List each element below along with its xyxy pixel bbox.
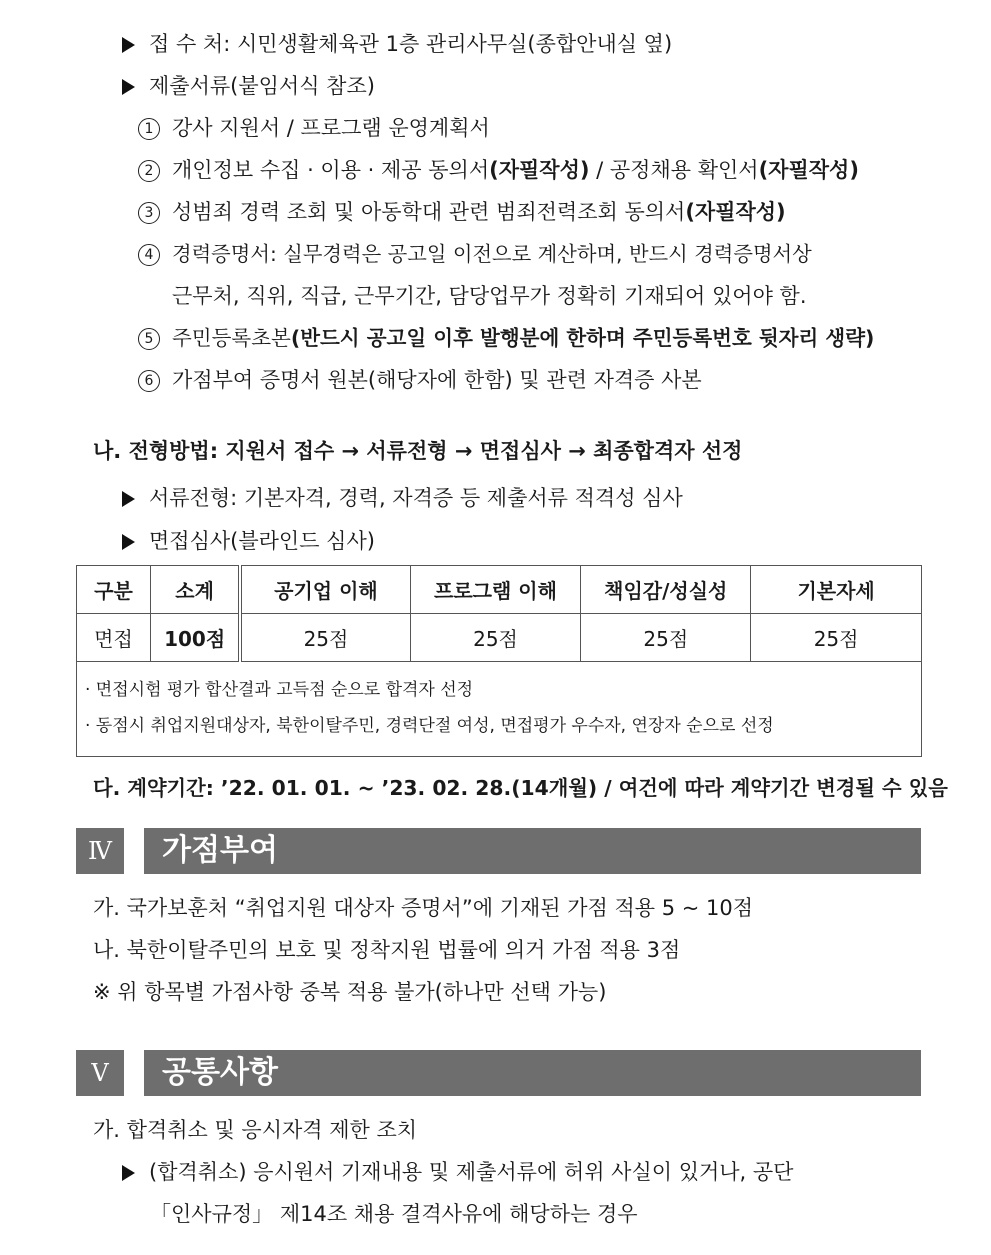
section-4-note: ※ 위 항목별 가점사항 중복 적용 불가(하나만 선택 가능) xyxy=(93,980,607,1004)
section-4-number: Ⅳ xyxy=(76,828,124,874)
section-5-number: Ⅴ xyxy=(76,1050,124,1096)
section-4-title: 가점부여 xyxy=(144,828,921,874)
doc-item-4-cont: 근무처, 직위, 직급, 근무기간, 담당업무가 정확히 기재되어 있어야 함. xyxy=(172,284,807,308)
table-header-cell: 공기업 이해 xyxy=(240,566,410,614)
table-header-cell: 프로그램 이해 xyxy=(410,566,581,614)
doc-item-3: 3 성범죄 경력 조회 및 아동학대 관련 범죄전력조회 동의서(자필작성) xyxy=(138,198,786,226)
triangle-bullet-icon xyxy=(122,534,135,550)
table-cell: 25점 xyxy=(240,614,410,662)
table-cell: 25점 xyxy=(581,614,751,662)
table-cell: 면접 xyxy=(77,614,151,662)
table-header-row xyxy=(77,566,922,614)
table-note: · 면접시험 평가 합산결과 고득점 순으로 합격자 선정 xyxy=(85,680,474,700)
triangle-bullet-icon xyxy=(122,37,135,53)
table-note: · 동점시 취업지원대상자, 북한이탈주민, 경력단절 여성, 면접평가 우수자, 연장자 순으로 선정 xyxy=(85,716,774,736)
submission-place: 접 수 처: 시민생활체육관 1층 관리사무실(종합안내실 옆) xyxy=(122,30,672,58)
doc-review: 서류전형: 기본자격, 경력, 자격증 등 제출서류 적격성 심사 xyxy=(122,484,683,512)
table-row xyxy=(77,614,922,662)
interview-review: 면접심사(블라인드 심사) xyxy=(122,527,375,555)
table-header-cell: 소계 xyxy=(150,566,240,614)
section-4-item: 나. 북한이탈주민의 보호 및 정착지원 법률에 의거 가점 적용 3점 xyxy=(93,938,681,962)
contract-period: 다. 계약기간: ’22. 01. 01. ~ ’23. 02. 28.(14개월) / 여건에 따라 계약기간 변경될 수 있음 xyxy=(93,776,948,800)
doc-item-2: 2 개인정보 수집 · 이용 · 제공 동의서(자필작성) / 공정채용 확인서(자필작성) xyxy=(138,156,859,184)
triangle-bullet-icon xyxy=(122,79,135,95)
section-5-title: 공통사항 xyxy=(144,1050,921,1096)
doc-item-5: 5 주민등록초본(반드시 공고일 이후 발행분에 한하며 주민등록번호 뒷자리 생략) xyxy=(138,324,874,352)
interview-score-table xyxy=(76,565,922,757)
circled-number: 4 xyxy=(138,244,160,266)
table-notes-row xyxy=(77,662,922,757)
section-5-header xyxy=(76,1050,921,1096)
section-5-item: 가. 합격취소 및 응시자격 제한 조치 xyxy=(93,1118,418,1142)
table-cell: 25점 xyxy=(751,614,922,662)
section-4-header xyxy=(76,828,921,874)
circled-number: 5 xyxy=(138,328,160,350)
doc-item-6: 6 가점부여 증명서 원본(해당자에 한함) 및 관련 자격증 사본 xyxy=(138,366,702,394)
table-cell: 100점 xyxy=(150,614,240,662)
doc-item-4: 4 경력증명서: 실무경력은 공고일 이전으로 계산하며, 반드시 경력증명서상 xyxy=(138,240,812,268)
table-header-cell: 기본자세 xyxy=(751,566,922,614)
section-5-bullet: (합격취소) 응시원서 기재내용 및 제출서류에 허위 사실이 있거나, 공단 xyxy=(122,1158,793,1186)
circled-number: 6 xyxy=(138,370,160,392)
docs-title: 제출서류(붙임서식 참조) xyxy=(122,72,375,100)
section-4-item: 가. 국가보훈처 “취업지원 대상자 증명서”에 기재된 가점 적용 5 ~ 10점 xyxy=(93,896,754,920)
table-notes xyxy=(77,662,922,757)
triangle-bullet-icon xyxy=(122,491,135,507)
circled-number: 2 xyxy=(138,160,160,182)
doc-item-1: 1 강사 지원서 / 프로그램 운영계획서 xyxy=(138,114,490,142)
triangle-bullet-icon xyxy=(122,1165,135,1181)
circled-number: 1 xyxy=(138,118,160,140)
table-header-cell: 책임감/성실성 xyxy=(581,566,751,614)
section-5-bullet-cont: 「인사규정」 제14조 채용 결격사유에 해당하는 경우 xyxy=(150,1202,638,1226)
table-cell: 25점 xyxy=(410,614,581,662)
selection-heading: 나. 전형방법: 지원서 접수 → 서류전형 → 면접심사 → 최종합격자 선정 xyxy=(93,439,743,463)
circled-number: 3 xyxy=(138,202,160,224)
table-header-cell: 구분 xyxy=(77,566,151,614)
